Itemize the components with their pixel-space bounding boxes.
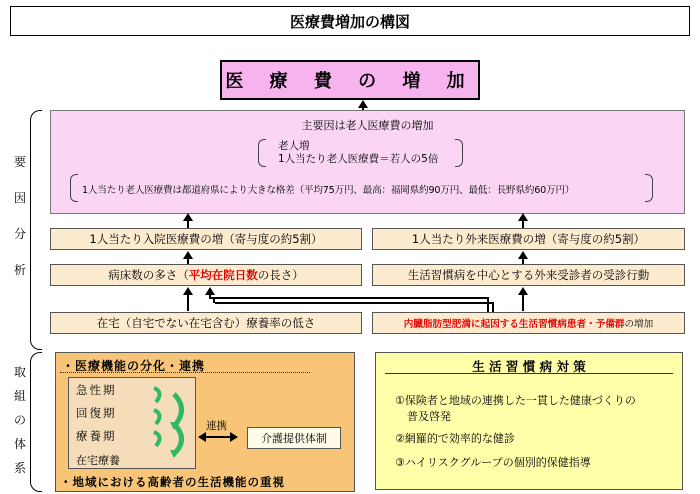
cause-sub-text	[278, 140, 438, 166]
arrow-metabolic-head	[518, 287, 528, 295]
approach-char: の	[13, 413, 26, 427]
arrow-beds-head	[183, 251, 193, 259]
lifestyle-visit-text: 生活習慣病を中心とする外来受診者の受診行動	[407, 268, 650, 282]
regional-disparity-text: 1人当たり老人医療費は都道府県により大きな格差（平均75万円、最高：福岡県約90万円、最低：長野県約60万円）	[82, 185, 575, 196]
approach-label	[12, 360, 28, 480]
link-label: 連携	[206, 420, 227, 432]
range-bracket-left	[70, 174, 78, 202]
analysis-char: 因	[13, 191, 26, 205]
sub-bracket-left	[258, 139, 266, 167]
phase-home: 在宅療養	[76, 454, 120, 467]
phase-acute: 急性期	[76, 383, 117, 397]
arrow-lifestyle-head	[518, 251, 528, 259]
analysis-char: 析	[13, 263, 26, 277]
arrow-metabolic-up	[522, 293, 524, 311]
medical-function-title: ・医療機能の分化・連携	[62, 359, 206, 373]
home-care-text: 在宅（自宅でない在宅含む）療養率の低さ	[96, 316, 316, 330]
approach-brace	[30, 352, 42, 492]
measure-3: ③ハイリスクグループの個別的保健指導	[395, 456, 591, 469]
analysis-brace	[30, 110, 42, 350]
approach-char: 体	[13, 437, 26, 451]
lifestyle-disease-title: 生 活 習 慣 病 対 策	[472, 359, 586, 374]
header-title-bar	[10, 6, 690, 36]
metabolic-box	[372, 312, 685, 334]
cycle-arrows-icon	[148, 380, 192, 464]
outpatient-cost-box	[372, 228, 685, 250]
regional-elderly-title: ・地域における高齢者の生活機能の重視	[60, 475, 285, 489]
measure-1: ①保険者と地域の連携した一貫した健康づくりの	[395, 394, 636, 407]
bed-count-box	[50, 264, 362, 286]
arrow-homecare-head	[183, 287, 193, 295]
analysis-char: 要	[13, 155, 26, 169]
lifestyle-visit-box	[372, 264, 685, 286]
approach-char: 取	[13, 365, 26, 379]
connector-left-inner	[213, 297, 215, 303]
metabolic-suffix: の増加	[624, 319, 654, 330]
connector-horizontal-bottom	[215, 302, 494, 304]
metabolic-red-text: 内臓脂肪型肥満に起因する生活習慣病患者・予備群	[403, 319, 625, 330]
connector-head	[205, 287, 215, 295]
care-system-text: 介護提供体制	[261, 432, 327, 445]
measure-1-cont: 普及啓発	[407, 410, 451, 423]
outpatient-cost-text: 1人当たり外来医療費の増（寄与度の約5割）	[411, 232, 646, 246]
cause-heading: 主要因は老人医療費の増加	[301, 119, 434, 132]
approach-char: 系	[13, 461, 26, 475]
beds-prefix: 病床数の多さ（	[108, 268, 189, 282]
inpatient-cost-box	[50, 228, 362, 250]
connector-up-right	[487, 298, 489, 312]
elderly-increase: 老人増	[278, 140, 310, 152]
lifestyle-title-underline	[385, 373, 673, 374]
arrow-to-title-head	[358, 100, 368, 108]
elderly-cost-ratio: 1人当たり老人医療費＝若人の5倍	[278, 153, 439, 165]
approach-char: 組	[13, 389, 26, 403]
connector-horizontal-top	[211, 297, 489, 299]
measure-2: ②網羅的で効率的な健診	[395, 432, 515, 445]
beds-suffix: の長さ）	[257, 268, 304, 282]
phase-recovery: 回復期	[76, 406, 117, 420]
analysis-char: 分	[13, 227, 26, 241]
main-title-box	[220, 60, 480, 100]
care-system-box	[247, 427, 341, 449]
analysis-label	[12, 150, 28, 282]
inpatient-cost-text: 1人当たり入院医療費の増（寄与度の約5割）	[89, 232, 323, 246]
arrow-homecare-up	[187, 293, 189, 311]
header-title: 医療費増加の構図	[289, 12, 410, 31]
arrow-outpatient-head	[518, 213, 528, 221]
home-care-box	[50, 312, 362, 334]
main-title: 医 療 費 の 増 加	[225, 71, 475, 92]
range-bracket-right	[645, 174, 653, 202]
double-arrow-icon	[198, 430, 238, 444]
sub-bracket-right	[455, 139, 463, 167]
avg-stay-days: 平均在院日数	[188, 268, 258, 282]
arrow-inpatient-head	[183, 213, 193, 221]
phase-chronic: 療養期	[76, 429, 117, 443]
title-underline	[60, 372, 310, 373]
